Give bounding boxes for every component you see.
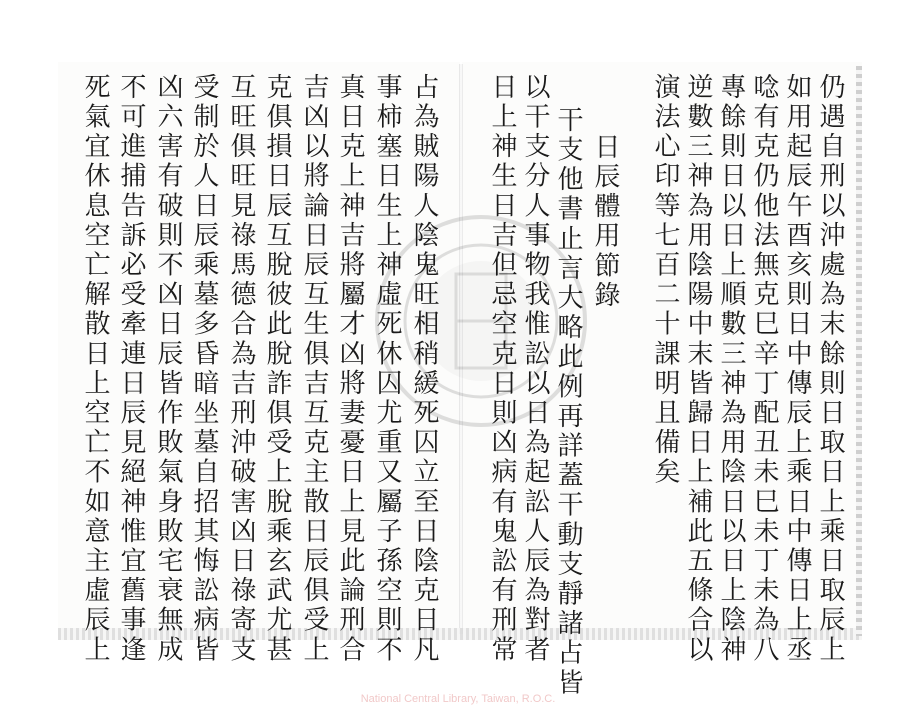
text-column-left-8: 凶六害有破則不凶日辰皆作敗氣身敗宅衰無成 xyxy=(153,73,183,665)
text-column-right-3: 唸有克仍他法無克巳辛丁配丑未巳未丁未為八 xyxy=(749,73,779,665)
text-column-left-1: 占為賊陽人陰鬼旺相稍緩死囚立至日陰克日凡 xyxy=(409,73,439,665)
text-column-left-9: 不可進捕告訴必受牽連日辰見絕神惟宜舊事逢 xyxy=(116,73,146,665)
text-column-right-2: 如用起辰午酉亥則日中傳辰上乘日中傳日上丞 xyxy=(782,73,812,665)
page-edge-right xyxy=(856,66,862,636)
text-column-left-6: 互旺俱旺見祿馬德合為吉刑沖破害凶日祿寄支 xyxy=(226,73,256,665)
text-column-left-10: 死氣宜休息空亡解散日上空亡不如意主虛辰上 xyxy=(80,73,110,665)
text-column-right-9: 以干支分人事物我惟訟以日為起訟人辰為對者 xyxy=(520,73,550,665)
text-column-left-5: 克俱損日辰互脫彼此脫詐俱受上脫乘玄武尤甚 xyxy=(262,73,292,665)
text-column-right-4: 專餘則日以日上順數三神為用陰日以日上陰神 xyxy=(716,73,746,665)
text-column-right-5: 逆數三神為用陰陽中末皆歸日上補此五條合以 xyxy=(683,73,713,665)
text-column-right-8: 干支他書止言大略此例再詳蓋干動支靜諸占皆 xyxy=(553,106,583,698)
text-column-left-4: 吉凶以將論日辰互生俱吉互克主散日辰俱受上 xyxy=(299,73,329,665)
text-column-left-3: 真日克上神吉將屬才凶將妻憂日上見此論刑合 xyxy=(335,73,365,665)
footer-watermark: National Central Library, Taiwan, R.O.C. xyxy=(360,693,556,705)
text-column-right-10: 日上神生日吉但忌空克日則凶病有鬼訟有刑常 xyxy=(487,73,517,665)
section-heading: 日辰體用節錄 xyxy=(590,133,620,311)
text-column-left-2: 事柿塞日生上神虛死休囚尤重又屬子孫空則不 xyxy=(372,73,402,665)
text-column-right-1: 仍遇自刑以沖處為末餘則日取日上乘日取辰上 xyxy=(815,73,845,665)
text-column-left-7: 受制於人日辰乘墓多昏暗坐墓自招其悔訟病皆 xyxy=(189,73,219,665)
text-column-right-6: 演法心印等七百二十課明且備矣 xyxy=(650,73,680,488)
